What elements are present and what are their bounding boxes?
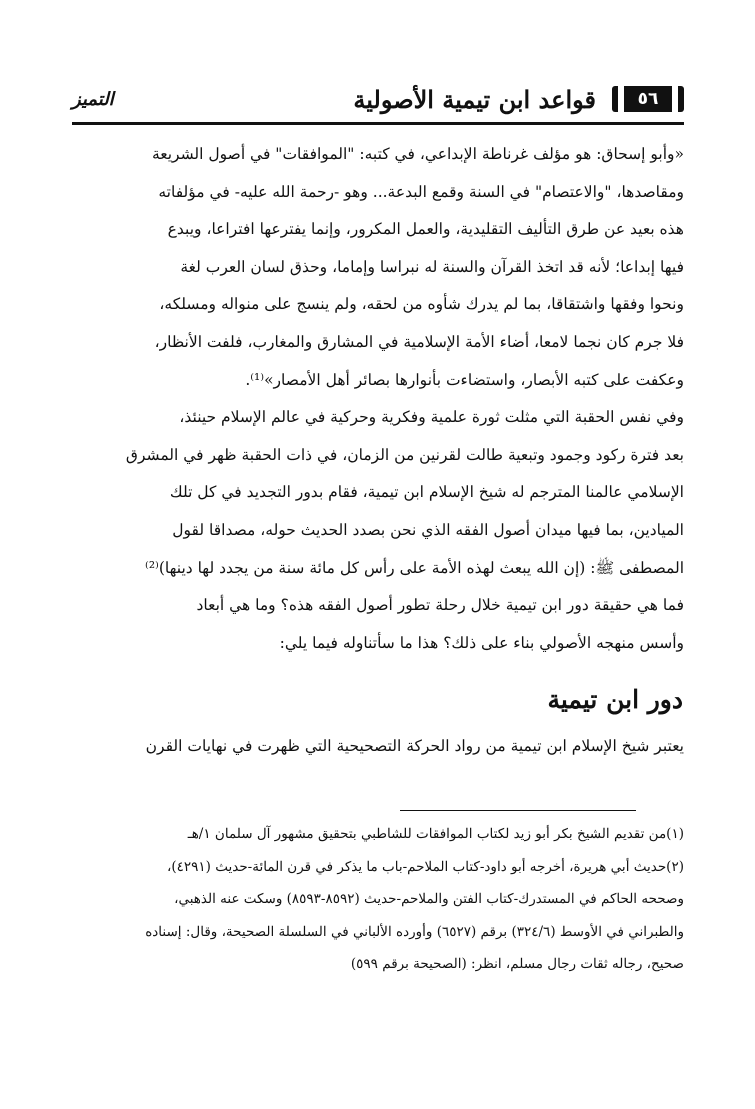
footnote-line: والطبراني في الأوسط (٣٢٤/٦) برقم (٦٥٢٧) وأورده الألباني في السلسلة الصحيحة، وقال: إسناده: [145, 923, 684, 940]
text-line: ومقاصدها، "والاعتصام" في السنة وقمع البدعة... وهو -رحمة الله عليه- في مؤلفاته: [158, 182, 684, 201]
footnote-line: (١)من تقديم الشيخ بكر أبو زيد لكتاب الموافقات للشاطبي بتحقيق مشهور آل سلمان ١/هـ: [187, 826, 684, 842]
page-number: ٥٦: [612, 86, 684, 112]
text-line: الميادين، بما فيها ميدان أصول الفقه الذي نحن بصدد الحديث حوله، مصداقا لقول: [172, 520, 684, 539]
text-line: فيها إبداعا؛ لأنه قد اتخذ القرآن والسنة له نبراسا وإماما، وحذق لسان العرب لغة: [180, 257, 684, 276]
text-line: هذه بعيد عن طرق التأليف التقليدية، والعمل المكرور، وإنما يفترعها افتراعا، ويبدع: [167, 220, 684, 239]
footnote-line: وصححه الحاكم في المستدرك-كتاب الفتن والملاحم-حديث (٨٥٩٢-٨٥٩٣) وسكت عنه الذهبي،: [174, 891, 684, 907]
text-line: فما هي حقيقة دور ابن تيمية خلال رحلة تطور أصول الفقه هذه؟ وما هي أبعاد: [196, 596, 684, 615]
footnote-line: صحيح، رجاله ثقات رجال مسلم، انظر: (الصحيحة برقم ٥٩٩): [350, 956, 684, 972]
text-line: المصطفى ﷺ: (إن الله يبعث لهذه الأمة على رأس كل مائة سنة من يجدد لها دينها)⁽²⁾: [145, 558, 684, 577]
text-line: يعتبر شيخ الإسلام ابن تيمية من رواد الحركة التصحيحية التي ظهرت في نهايات القرن: [145, 737, 684, 755]
text-line: وعكفت على كتبه الأبصار، واستضاءت بأنوارها بصائر أهل الأمصار»⁽¹⁾.: [245, 370, 684, 389]
text-line: وفي نفس الحقبة التي مثلت ثورة علمية وفكرية وحركية في عالم الإسلام حينئذ،: [179, 408, 684, 427]
book-title: قواعد ابن تيمية الأصولية: [353, 85, 596, 114]
footnotes: [72, 818, 684, 981]
footnote-line: (٢)حديث أبي هريرة، أخرجه أبو داود-كتاب الملاحم-باب ما يذكر في قرن المائة-حديث (٤٢٩١)،: [167, 858, 684, 875]
publisher-logo: التميز: [72, 89, 114, 110]
text-line: ونحوا وفقها واشتقاقا، بما لم يدرك شأوه من لحقه، ولم ينسج على منواله ومسلكه،: [159, 295, 684, 314]
header-divider: [72, 122, 684, 125]
section-heading: دور ابن تيمية: [547, 685, 683, 714]
text-line: فلا جرم كان نجما لامعا، أضاء الأمة الإسلامية في المشارق والمغارب، فلفت الأنظار،: [154, 332, 684, 351]
running-header: [72, 84, 684, 118]
text-line: الإسلامي عالمنا المترجم له شيخ الإسلام ابن تيمية، فقام بدور التجديد في كل تلك: [169, 483, 684, 502]
main-text: [72, 136, 684, 662]
text-line: بعد فترة ركود وجمود وتبعية طالت لقرنين من الزمان، في ذات الحقبة ظهر في المشرق: [125, 445, 684, 464]
text-line: «وأبو إسحاق: هو مؤلف غرناطة الإبداعي، في كتبه: "الموافقات" في أصول الشريعة: [151, 145, 684, 163]
footnote-divider: [400, 810, 636, 811]
text-line: وأسس منهجه الأصولي بناء على ذلك؟ هذا ما سأتناوله فيما يلي:: [279, 633, 684, 652]
section-text: [72, 728, 684, 766]
